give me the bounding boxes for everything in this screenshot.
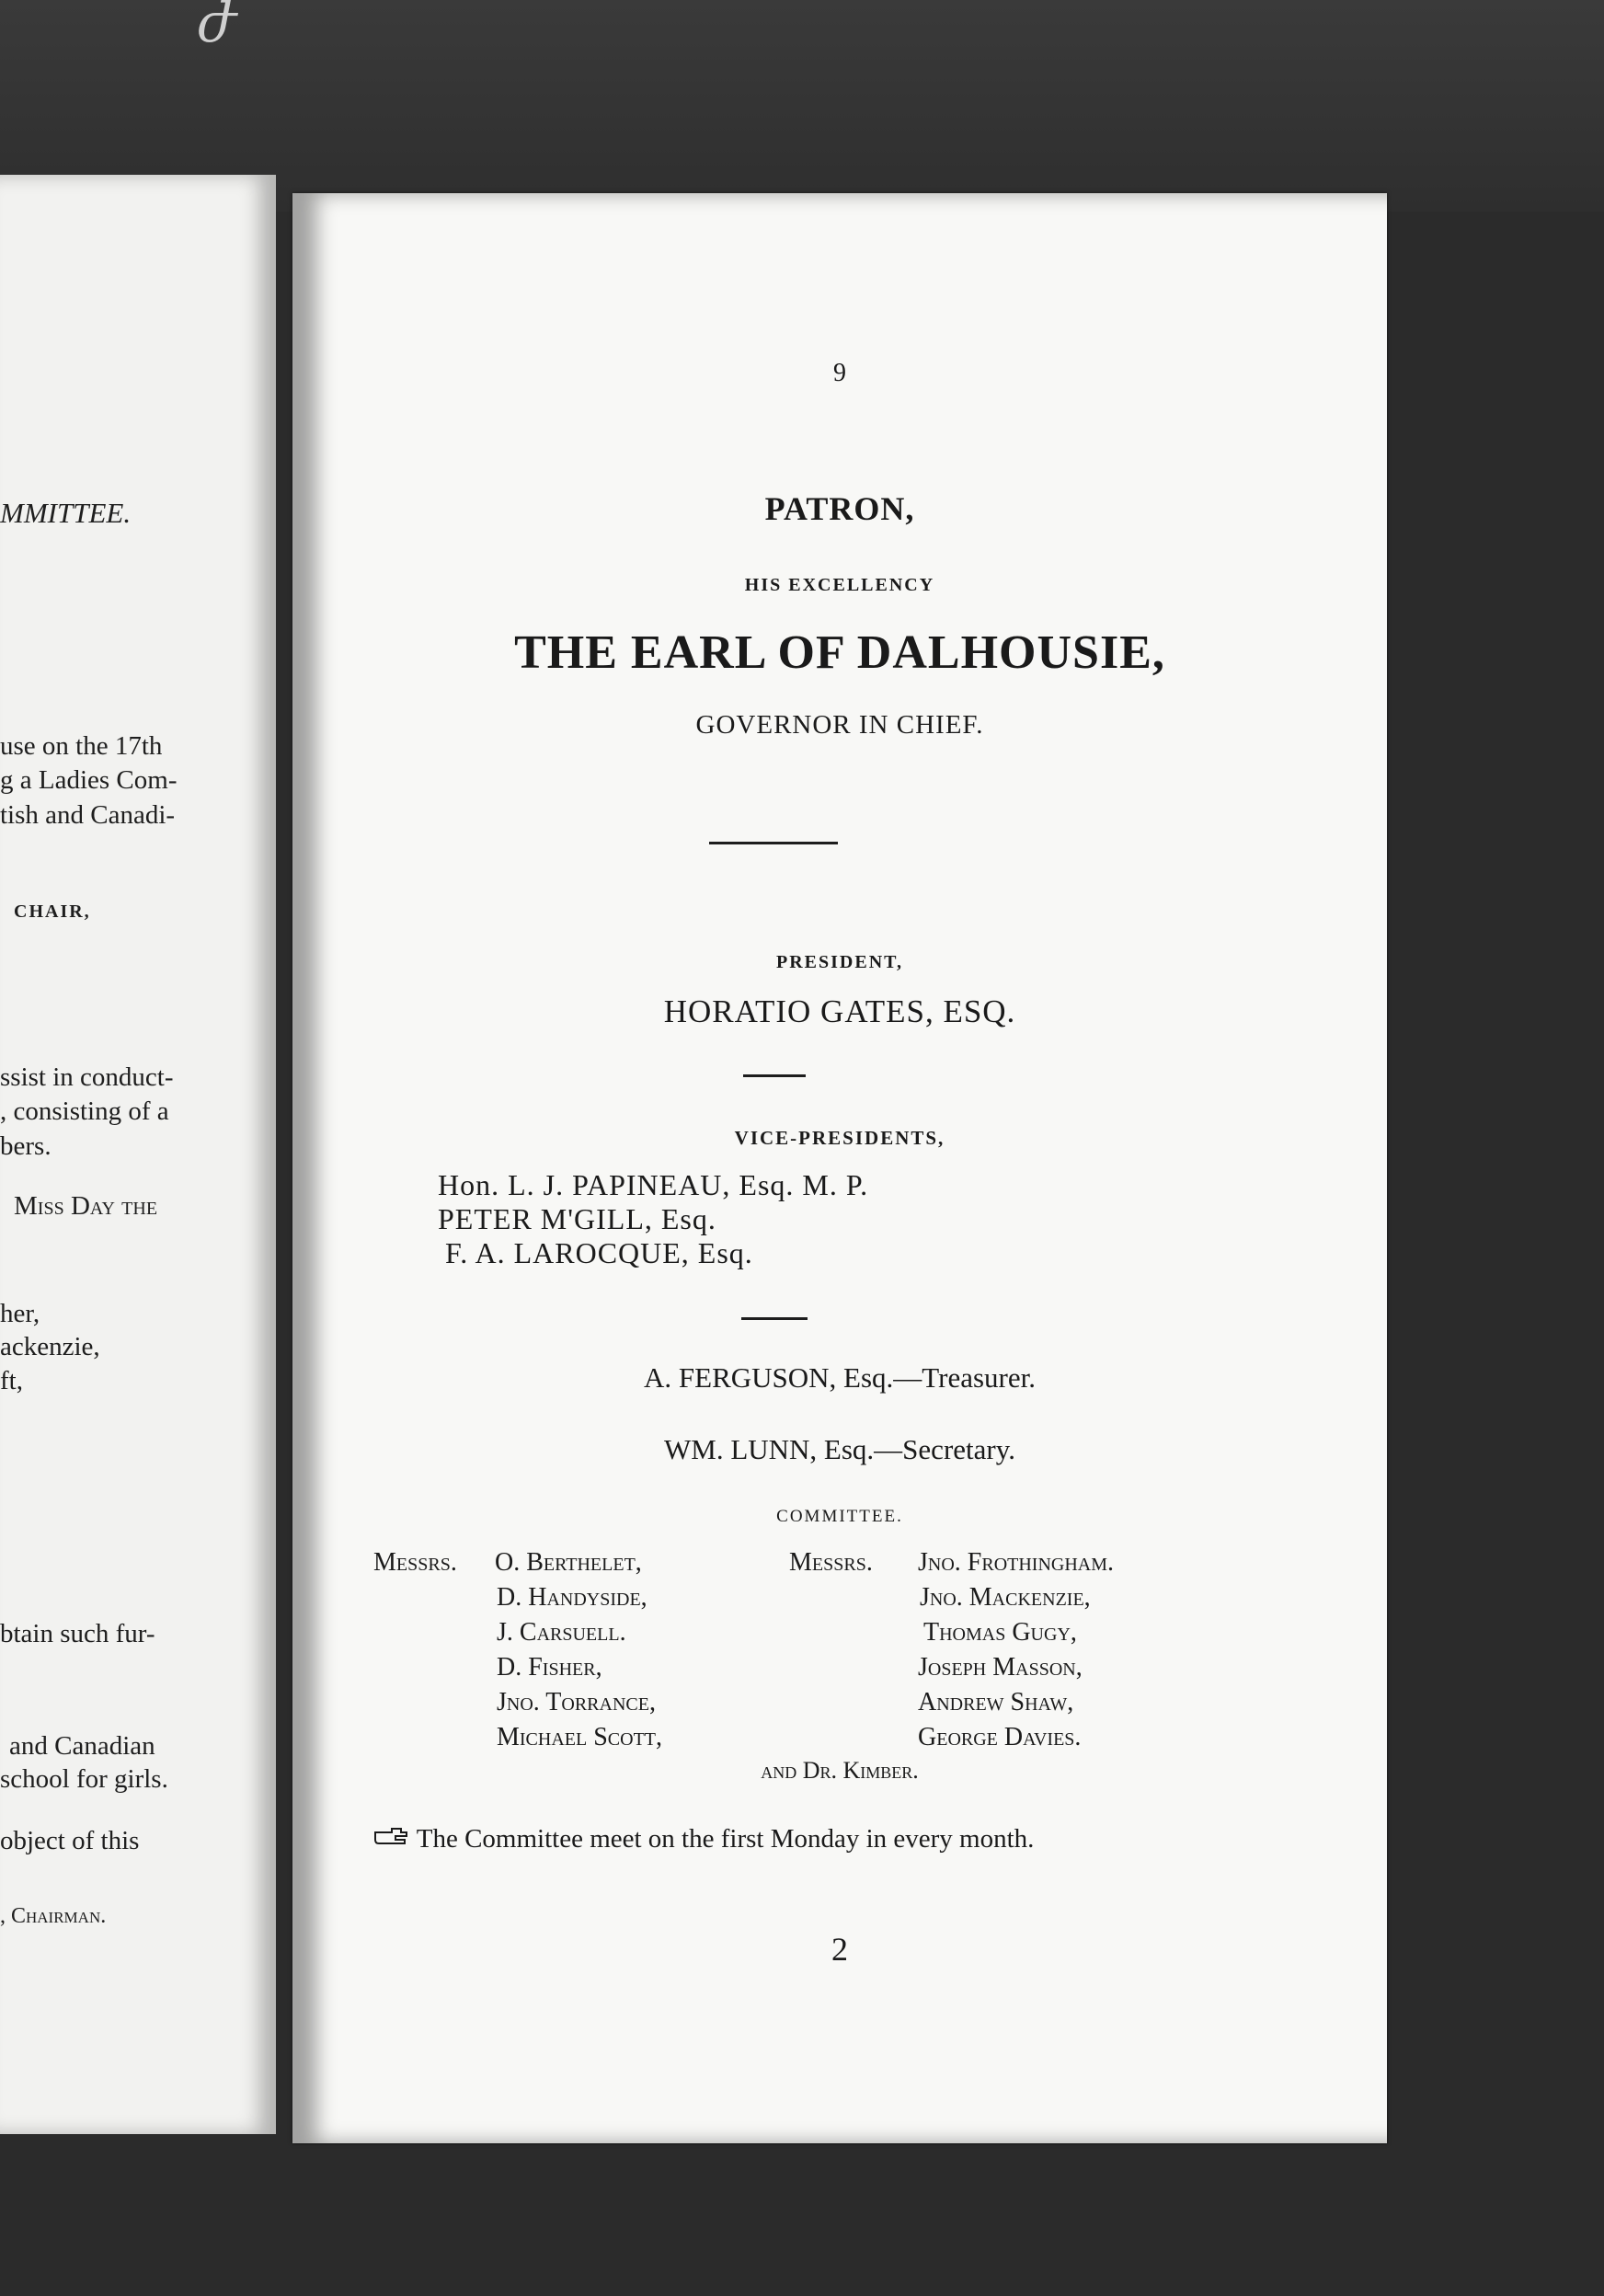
signature-mark: 2 — [831, 1931, 848, 1968]
committee-member: O. Berthelet, — [495, 1548, 642, 1577]
patron-name: THE EARL OF DALHOUSIE, — [514, 626, 1165, 679]
committee-left-list — [495, 1545, 662, 1755]
committee-member: J. Carsuell. — [497, 1618, 626, 1647]
committee-heading: COMMITTEE. — [776, 1507, 903, 1526]
committee-member: Michael Scott, — [497, 1723, 663, 1751]
patron-title: GOVERNOR IN CHIEF. — [695, 710, 984, 740]
committee-closing: and Dr. Kimber. — [761, 1757, 919, 1784]
patron-heading: PATRON, — [764, 490, 915, 527]
left-line: her, — [0, 1299, 40, 1328]
left-line: ssist in conduct- — [0, 1062, 174, 1092]
committee-member: Jno. Torrance, — [497, 1688, 656, 1716]
president-heading: PRESIDENT, — [776, 952, 903, 972]
committee-member: Thomas Gugy, — [923, 1618, 1077, 1647]
meeting-note — [373, 1823, 1201, 1855]
patron-honorific: HIS EXCELLENCY — [744, 575, 935, 595]
meeting-note-text: The Committee meet on the first Monday in every month. — [416, 1824, 1035, 1854]
left-line: ft, — [0, 1366, 23, 1395]
committee-member: Jno. Frothingham. — [918, 1548, 1115, 1577]
vice-president: PETER M'GILL, Esq. — [438, 1202, 716, 1235]
vice-presidents-list — [438, 1168, 868, 1270]
secretary: WM. LUNN, Esq.—Secretary. — [664, 1433, 1015, 1465]
vice-presidents-heading: VICE-PRESIDENTS, — [734, 1127, 945, 1149]
president-name: HORATIO GATES, ESQ. — [663, 993, 1016, 1029]
committee-member: D. Handyside, — [497, 1583, 647, 1612]
committee-member: George Davies. — [918, 1723, 1082, 1751]
treasurer: A. FERGUSON, Esq.—Treasurer. — [644, 1361, 1036, 1394]
left-line: , consisting of a — [0, 1096, 169, 1126]
left-line: bers. — [0, 1131, 52, 1161]
left-page — [0, 175, 276, 2134]
corner-mark: ժ — [198, 0, 235, 53]
left-line: object of this — [0, 1826, 140, 1855]
left-line: ackenzie, — [0, 1332, 100, 1361]
divider-rule — [741, 1317, 808, 1320]
vice-president: F. A. LAROCQUE, Esq. — [445, 1236, 753, 1269]
left-line: g a Ladies Com- — [0, 765, 178, 795]
main-page — [292, 193, 1387, 2143]
divider-rule — [743, 1074, 806, 1077]
committee-member: D. Fisher, — [497, 1653, 602, 1682]
committee-member: Joseph Masson, — [918, 1653, 1083, 1682]
left-line: CHAIR, — [14, 901, 91, 922]
divider-rule — [709, 842, 838, 844]
committee-member: Andrew Shaw, — [918, 1688, 1074, 1716]
left-line: Miss Day the — [14, 1191, 158, 1221]
committee-right-label: Messrs. — [789, 1548, 873, 1577]
left-line: MMITTEE. — [0, 497, 132, 529]
left-line: use on the 17th — [0, 731, 163, 761]
left-line: btain such fur- — [0, 1619, 155, 1648]
pointing-hand-icon — [373, 1823, 410, 1855]
left-line: , Chairman. — [0, 1904, 107, 1928]
left-line: school for girls. — [0, 1764, 168, 1794]
committee-right-list — [918, 1545, 1114, 1755]
left-line: and Canadian — [9, 1731, 155, 1761]
vice-president: Hon. L. J. PAPINEAU, Esq. M. P. — [438, 1168, 869, 1201]
left-line: tish and Canadi- — [0, 800, 176, 830]
page-number: 9 — [833, 359, 846, 387]
committee-member: Jno. Mackenzie, — [920, 1583, 1091, 1612]
committee-left-label: Messrs. — [373, 1548, 457, 1577]
